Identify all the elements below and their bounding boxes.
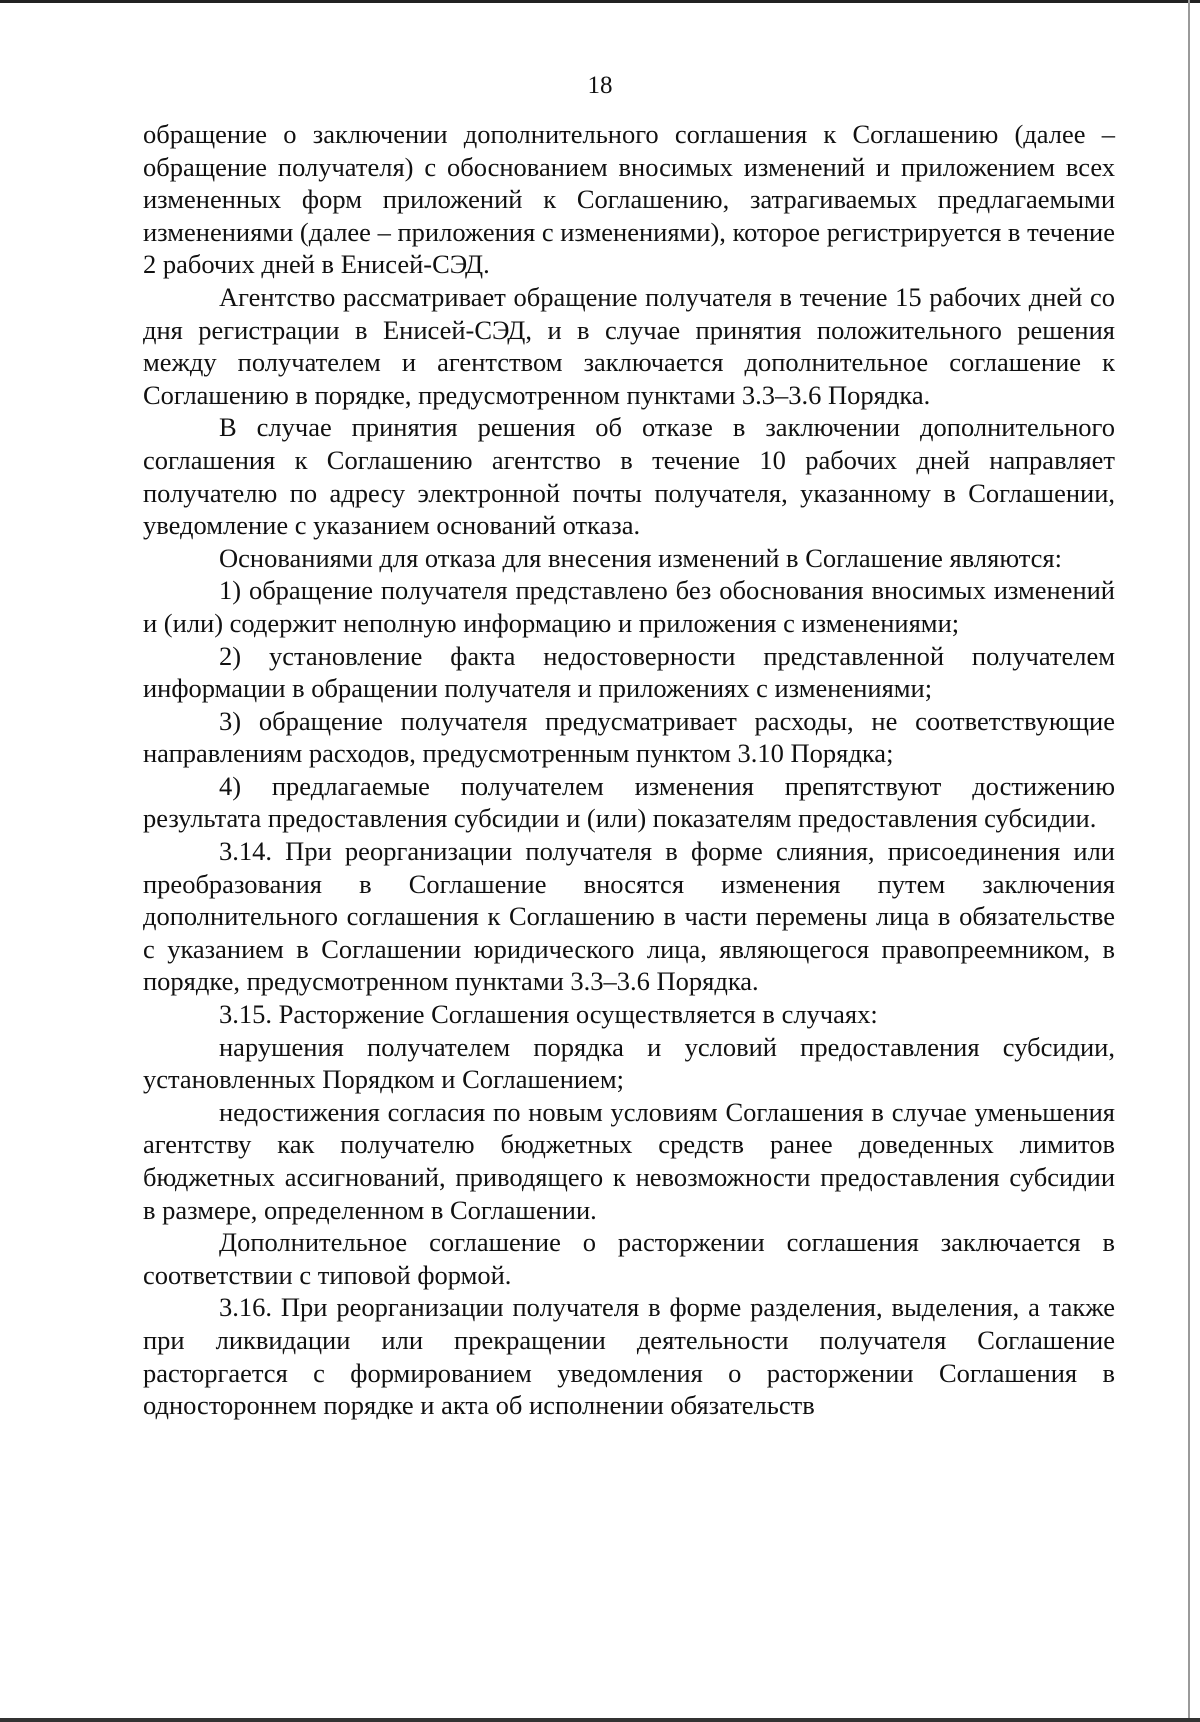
paragraph: обращение о заключении дополнительного соглашения к Соглашению (далее – обращение получателя) с обоснованием вносимых изменений и приложением всех измененных форм приложений к Соглашению, затрагиваемых предлагаемыми изменениями (далее – приложения с изменениями), которое регистрируется в течение 2 рабочих дней в Енисей-СЭД. — [143, 119, 1115, 280]
list-item: 1) обращение получателя представлено без обоснования вносимых изменений и (или) содержит неполную информацию и приложения с изменениями; — [143, 575, 1115, 638]
list-item: 4) предлагаемые получателем изменения препятствуют достижению результата предоставления субсидии и (или) показателям предоставления субсидии. — [143, 770, 1115, 834]
paragraph: Дополнительное соглашение о расторжении соглашения заключается в соответствии с типовой формой. — [143, 1227, 1115, 1290]
clause-3-14: 3.14. При реорганизации получателя в форме слияния, присоединения или преобразования в Соглашение вносятся изменения путем заключения дополнительного соглашения к Соглашению в части перемены лица в обязательстве с указанием в Соглашении юридического лица, являющегося правопреемником, в порядке, предусмотренном пунктами 3.3–3.6 Порядка. — [143, 836, 1115, 997]
list-item: 3) обращение получателя предусматривает расходы, не соответствующие направлениям расходов, предусмотренным пунктом 3.10 Порядка; — [143, 705, 1115, 769]
paragraph: В случае принятия решения об отказе в заключении дополнительного соглашения к Соглашению агентство в течение 10 рабочих дней направляет получателю по адресу электронной почты получателя, указанному в Соглашении, уведомление с указанием оснований отказа. — [143, 412, 1115, 541]
list-item: 2) установление факта недостоверности представленной получателем информации в обращении получателя и приложениях с изменениями; — [143, 640, 1115, 704]
scan-edge-top — [0, 0, 1200, 3]
paragraph: нарушения получателем порядка и условий предоставления субсидии, установленных Порядком и Соглашением; — [143, 1031, 1115, 1095]
page-number: 18 — [587, 72, 613, 99]
clause-3-15: 3.15. Расторжение Соглашения осуществляется в случаях: — [219, 999, 878, 1030]
scan-edge-right — [1188, 0, 1190, 1722]
paragraph: Агентство рассматривает обращение получателя в течение 15 рабочих дней со дня регистрации в Енисей-СЭД, и в случае принятия положительного решения между получателем и агентством заключается дополнительное соглашение к Соглашению в порядке, предусмотренном пунктами 3.3–3.6 Порядка. — [143, 281, 1115, 410]
clause-3-16: 3.16. При реорганизации получателя в форме разделения, выделения, а также при ликвидации или прекращении деятельности получателя Соглашение расторгается с формированием уведомления о расторжении Соглашения в одностороннем порядке и акта об исполнении обязательств — [143, 1292, 1115, 1421]
paragraph: недостижения согласия по новым условиям Соглашения в случае уменьшения агентству как получателю бюджетных средств ранее доведенных лимитов бюджетных ассигнований, приводящего к невозможности предоставления субсидии в размере, определенном в Соглашении. — [143, 1096, 1115, 1225]
document-body — [143, 118, 1115, 1422]
paragraph: Основаниями для отказа для внесения изменений в Соглашение являются: — [219, 542, 1062, 573]
scan-edge-bottom — [0, 1718, 1200, 1722]
